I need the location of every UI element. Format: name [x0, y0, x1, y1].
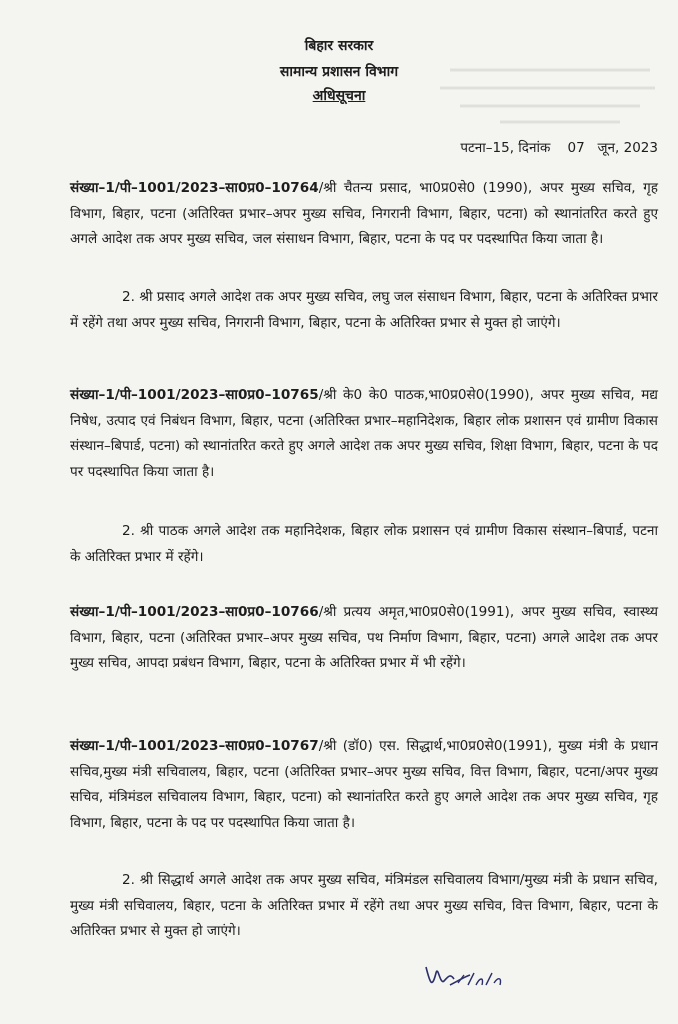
order-reference: संख्या–1/पी–1001/2023–सा0प्र0–10765	[70, 387, 319, 403]
order-para2-1: 2. श्री प्रसाद अगले आदेश तक अपर मुख्य सचिव, लघु जल संसाधन विभाग, बिहार, पटना के अतिरिक्त प्रभार में रहेंगे तथा अपर मुख्य सचिव, निगरानी विभाग, बिहार, पटना के अतिरिक्त प्रभार से मुक्त हो जाएंगे।	[70, 289, 658, 331]
order-paragraph-4	[70, 734, 658, 836]
order-paragraph-3	[70, 600, 658, 677]
order-text: /श्री के0 के0 पाठक,भा0प्र0से0(1990), अपर मुख्य सचिव, मद्य निषेध, उत्पाद एवं निबंधन विभाग, बिहार, पटना (अतिरिक्त प्रभार–महानिदेशक, बिहार लोक प्रशासन एवं ग्रामीण विकास संस्थान–बिपार्ड, पटना) को स्थानांतरित करते हुए अगले आदेश तक अपर मुख्य सचिव, शिक्षा विभाग, बिहार, पटना के पद पर पदस्थापित किया जाता है।	[70, 387, 658, 480]
header-notification: अधिसूचना	[312, 88, 366, 104]
header-department: सामान्य प्रशासन विभाग	[279, 64, 399, 80]
order-para2-2: 2. श्री पाठक अगले आदेश तक महानिदेशक, बिहार लोक प्रशासन एवं ग्रामीण विकास संस्थान–बिपार्ड, पटना के अतिरिक्त प्रभार में रहेंगे।	[70, 523, 658, 565]
order-reference: संख्या–1/पी–1001/2023–सा0प्र0–10766	[70, 604, 319, 620]
order-text: /श्री (डॉ0) एस. सिद्धार्थ,भा0प्र0से0(1991), मुख्य मंत्री के प्रधान सचिव,मुख्य मंत्री सचिवालय, बिहार, पटना (अतिरिक्त प्रभार–अपर मुख्य सचिव, वित्त विभाग, बिहार, पटना/अपर मुख्य सचिव, मंत्रिमंडल सचिवालय विभाग, बिहार, पटना) को स्थानांतरित करते हुए अगले आदेश तक अपर मुख्य सचिव, गृह विभाग, बिहार, पटना के पद पर पदस्थापित किया जाता है।	[70, 738, 658, 831]
order-text: /श्री चैतन्य प्रसाद, भा0प्र0से0 (1990), अपर मुख्य सचिव, गृह विभाग, बिहार, पटना (अतिरिक्त प्रभार–अपर मुख्य सचिव, निगरानी विभाग, बिहार, पटना) को स्थानांतरित करते हुए अगले आदेश तक अपर मुख्य सचिव, जल संसाधन विभाग, बिहार, पटना के पद पर पदस्थापित किया जाता है।	[70, 180, 658, 247]
order-text: /श्री प्रत्यय अमृत,भा0प्र0से0(1991), अपर मुख्य सचिव, स्वास्थ्य विभाग, बिहार, पटना (अतिरिक्त प्रभार–अपर मुख्य सचिव, पथ निर्माण विभाग, बिहार, पटना) अगले आदेश तक अपर मुख्य सचिव, आपदा प्रबंधन विभाग, बिहार, पटना के अतिरिक्त प्रभार में भी रहेंगे।	[70, 604, 658, 671]
header-government: बिहार सरकार	[304, 38, 374, 54]
order-para2-4: 2. श्री सिद्धार्थ अगले आदेश तक अपर मुख्य सचिव, मंत्रिमंडल सचिवालय विभाग/मुख्य मंत्री के प्रधान सचिव, मुख्य मंत्री सचिवालय, बिहार, पटना के अतिरिक्त प्रभार में रहेंगे तथा अपर मुख्य सचिव, वित्त विभाग, बिहार, पटना के अतिरिक्त प्रभार से मुक्त हो जाएंगे।	[70, 872, 658, 939]
order-reference: संख्या–1/पी–1001/2023–सा0प्र0–10767	[70, 738, 319, 754]
signature-initials	[420, 955, 520, 999]
order-paragraph-2	[70, 383, 658, 485]
order-reference: संख्या–1/पी–1001/2023–सा0प्र0–10764	[70, 180, 319, 196]
order-paragraph-1	[70, 176, 658, 253]
place-date: पटना–15, दिनांक 07 जून, 2023	[460, 140, 658, 156]
